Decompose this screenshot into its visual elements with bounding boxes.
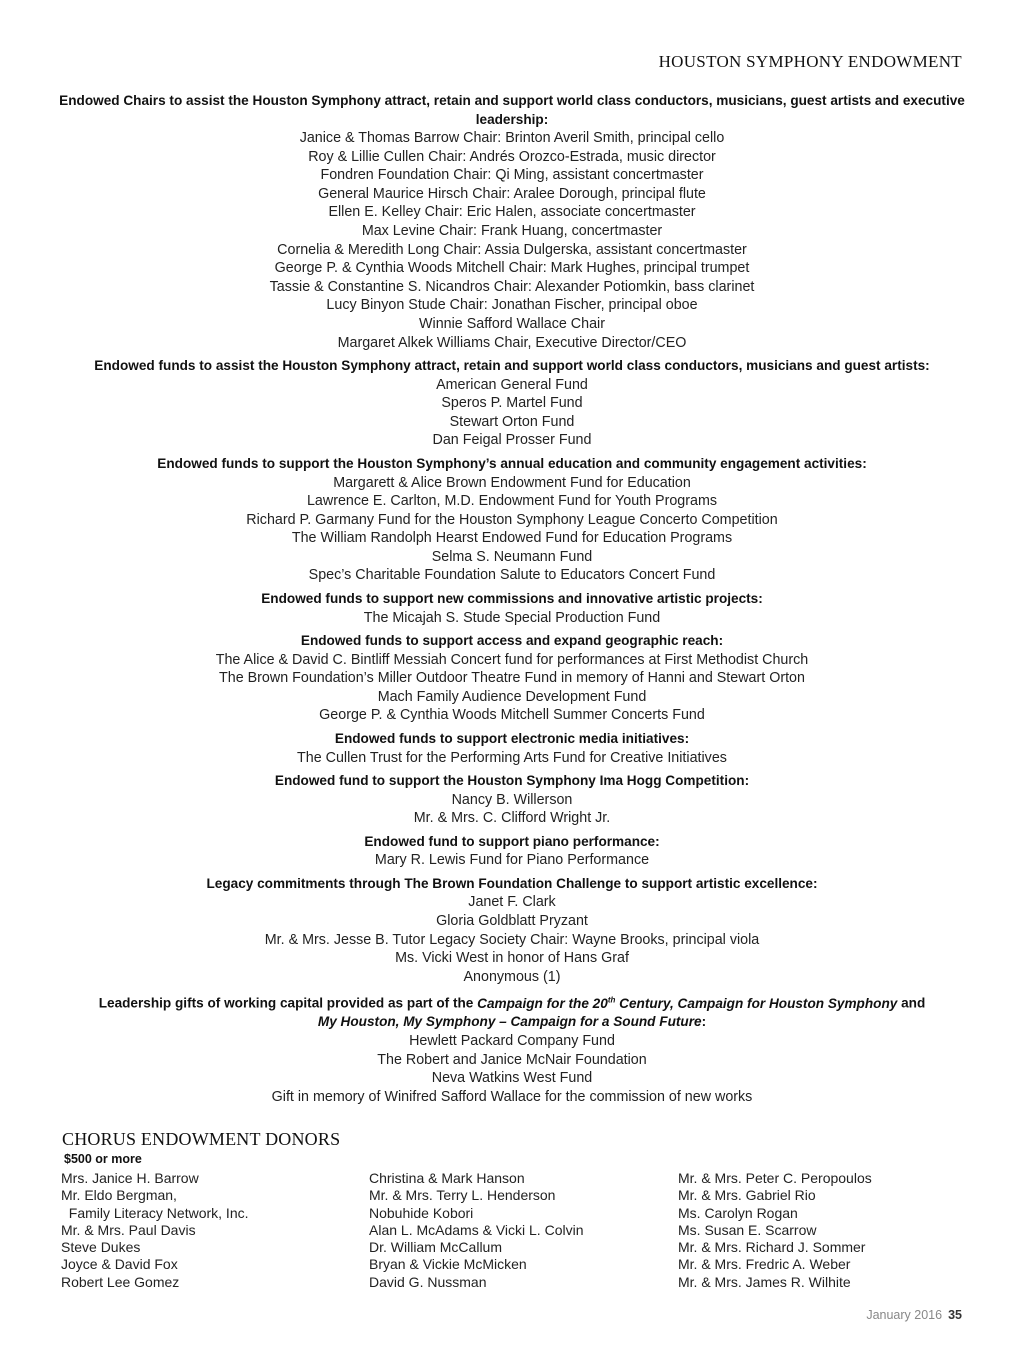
fund-item: Ms. Vicki West in honor of Hans Graf (395, 950, 629, 967)
donor-name: David G. Nussman (369, 1273, 487, 1290)
issue-date: January 2016 (866, 1308, 943, 1322)
leadership-heading (58, 991, 966, 1032)
donor-column-1 (61, 1170, 361, 1291)
endowment-section (58, 632, 966, 725)
fund-item: Anonymous (1) (463, 968, 561, 985)
endowment-section (58, 875, 966, 986)
fund-item: Margaret Alkek Williams Chair, Executive Director/CEO (337, 334, 687, 351)
chorus-title: CHORUS ENDOWMENT DONORS (62, 1129, 341, 1149)
fund-item: Mary R. Lewis Fund for Piano Performance (374, 852, 650, 869)
section-heading: Legacy commitments through The Brown Foundation Challenge to support artistic excellence: (206, 875, 818, 891)
endowment-section (58, 455, 966, 585)
fund-item: Gloria Goldblatt Pryzant (436, 913, 588, 929)
fund-item: Dan Feigal Prosser Fund (432, 432, 592, 449)
donor-name: Alan L. McAdams & Vicki L. Colvin (369, 1221, 584, 1238)
leadership-items (58, 1032, 966, 1106)
donor-level: $500 or more (64, 1152, 142, 1166)
fund-item: Richard P. Garmany Fund for the Houston Symphony League Concerto Competition (246, 511, 778, 528)
campaign-name-superscript: th (607, 995, 616, 1005)
donor-name: Robert Lee Gomez (61, 1273, 180, 1290)
donor-name: Mr. & Mrs. Terry L. Henderson (369, 1187, 556, 1204)
leadership-heading-text: : (701, 1014, 707, 1030)
fund-item: Ellen E. Kelley Chair: Eric Halen, associate concertmaster (328, 204, 696, 221)
fund-item: Max Levine Chair: Frank Huang, concertmaster (361, 222, 663, 239)
section-heading: Endowed funds to assist the Houston Symphony attract, retain and support world class conductors, musicians and guest artists: (94, 358, 930, 374)
donor-name: Nobuhide Kobori (369, 1204, 474, 1221)
donor-name: Dr. William McCallum (369, 1239, 502, 1256)
donor-name: Mr. & Mrs. Fredric A. Weber (678, 1256, 851, 1273)
donor-name: Mr. & Mrs. Paul Davis (61, 1221, 196, 1238)
fund-item: Margarett & Alice Brown Endowment Fund for Education (333, 474, 691, 491)
endowment-listing (58, 92, 966, 1111)
fund-item: Hewlett Packard Company Fund (409, 1032, 615, 1049)
section-heading: Endowed Chairs to assist the Houston Symphony attract, retain and support world class conductors, musicians, guest artists and executive leadership: (59, 93, 965, 127)
fund-item: Mach Family Audience Development Fund (377, 688, 647, 705)
section-heading: Endowed fund to support piano performance: (364, 833, 660, 849)
donor-name: Mr. Eldo Bergman, (61, 1187, 177, 1204)
fund-item: Gift in memory of Winifred Safford Wallace for the commission of new works (271, 1088, 753, 1105)
leadership-heading-text: Leadership gifts of working capital provided as part of the (98, 995, 478, 1011)
endowment-section (58, 590, 966, 627)
donor-name: Mr. & Mrs. James R. Wilhite (678, 1273, 851, 1290)
donor-name: Bryan & Vickie McMicken (369, 1256, 527, 1273)
fund-item: Roy & Lillie Cullen Chair: Andrés Orozco-Estrada, music director (308, 148, 716, 165)
donor-name: Mr. & Mrs. Peter C. Peropoulos (678, 1170, 872, 1186)
page-footer (866, 1308, 962, 1322)
page-number: 35 (948, 1308, 962, 1322)
donor-name: Mr. & Mrs. Gabriel Rio (678, 1187, 816, 1204)
fund-item: Winnie Safford Wallace Chair (419, 315, 605, 332)
donor-name: Ms. Carolyn Rogan (678, 1204, 798, 1221)
leadership-heading-text: and (897, 995, 926, 1011)
section-heading: Endowed fund to support the Houston Symphony Ima Hogg Competition: (274, 773, 750, 789)
donor-name: Christina & Mark Hanson (369, 1170, 525, 1186)
endowment-section (58, 833, 966, 870)
fund-item: The Robert and Janice McNair Foundation (377, 1051, 647, 1068)
fund-item: The Brown Foundation’s Miller Outdoor Theatre Fund in memory of Hanni and Stewart Orton (219, 670, 805, 687)
fund-item: Neva Watkins West Fund (431, 1070, 593, 1087)
fund-item: Speros P. Martel Fund (441, 395, 583, 412)
fund-item: Nancy B. Willerson (451, 791, 573, 808)
campaign-name-part: Century, Campaign for Houston Symphony (615, 995, 898, 1011)
fund-item: The Alice & David C. Bintliff Messiah Concert fund for performances at First Methodist Church (215, 651, 809, 668)
section-heading: Endowed funds to support new commissions and innovative artistic projects: (261, 591, 763, 607)
campaign-name (477, 996, 897, 1011)
donor-column-3 (678, 1170, 978, 1291)
fund-item: Mr. & Mrs. Jesse B. Tutor Legacy Society Chair: Wayne Brooks, principal viola (264, 931, 760, 948)
campaign-name-part: Campaign for the 20 (477, 995, 608, 1011)
donor-column-2 (369, 1170, 669, 1291)
donor-name: Joyce & David Fox (61, 1256, 178, 1273)
leadership-section (58, 991, 966, 1106)
fund-item: George P. & Cynthia Woods Mitchell Chair: Mark Hughes, principal trumpet (274, 260, 750, 277)
endowment-section (58, 772, 966, 828)
fund-item: Selma S. Neumann Fund (431, 548, 593, 565)
fund-item: Mr. & Mrs. C. Clifford Wright Jr. (413, 810, 611, 827)
fund-item: George P. & Cynthia Woods Mitchell Summer Concerts Fund (319, 707, 705, 724)
page-header-title: HOUSTON SYMPHONY ENDOWMENT (658, 52, 962, 71)
donor-name: Family Literacy Network, Inc. (61, 1204, 249, 1221)
fund-item: Janice & Thomas Barrow Chair: Brinton Averil Smith, principal cello (299, 130, 725, 146)
endowment-section (58, 357, 966, 450)
section-heading: Endowed funds to support electronic media initiatives: (334, 731, 690, 747)
endowment-sections (58, 92, 966, 986)
campaign-name: My Houston, My Symphony – Campaign for a Sound Future (317, 1014, 702, 1030)
fund-item: The William Randolph Hearst Endowed Fund for Education Programs (291, 530, 733, 547)
fund-item: The Cullen Trust for the Performing Arts Fund for Creative Initiatives (297, 749, 727, 766)
fund-item: General Maurice Hirsch Chair: Aralee Dorough, principal flute (318, 185, 706, 202)
endowment-section (58, 92, 966, 352)
fund-item: Janet F. Clark (468, 894, 556, 911)
fund-item: Lawrence E. Carlton, M.D. Endowment Fund for Youth Programs (306, 493, 718, 510)
fund-item: The Micajah S. Stude Special Production Fund (363, 609, 661, 626)
fund-item: Tassie & Constantine S. Nicandros Chair: Alexander Potiomkin, bass clarinet (269, 278, 755, 295)
fund-item: Spec’s Charitable Foundation Salute to Educators Concert Fund (308, 567, 716, 584)
donor-name: Ms. Susan E. Scarrow (678, 1221, 817, 1238)
donor-name: Mrs. Janice H. Barrow (61, 1170, 199, 1186)
donor-name: Mr. & Mrs. Richard J. Sommer (678, 1239, 866, 1256)
fund-item: Fondren Foundation Chair: Qi Ming, assistant concertmaster (320, 167, 704, 184)
endowment-section (58, 730, 966, 767)
fund-item: Cornelia & Meredith Long Chair: Assia Dulgerska, assistant concertmaster (277, 241, 747, 258)
section-heading: Endowed funds to support the Houston Symphony’s annual education and community engagement activities: (157, 456, 867, 471)
fund-item: American General Fund (436, 376, 588, 393)
donor-name: Steve Dukes (61, 1239, 141, 1256)
fund-item: Lucy Binyon Stude Chair: Jonathan Fischer, principal oboe (326, 297, 698, 314)
section-heading: Endowed funds to support access and expand geographic reach: (300, 633, 724, 649)
fund-item: Stewart Orton Fund (449, 413, 575, 430)
